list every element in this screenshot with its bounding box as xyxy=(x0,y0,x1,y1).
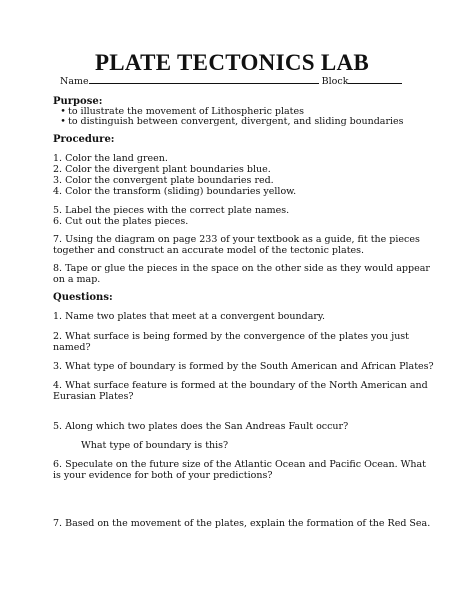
name-label: Name xyxy=(60,76,89,87)
page-title: PLATE TECTONICS LAB xyxy=(94,50,370,75)
name-blank-line[interactable] xyxy=(89,74,319,84)
procedure-heading: Procedure: xyxy=(53,134,115,145)
purpose-item: • to illustrate the movement of Lithospheric plates xyxy=(60,106,305,117)
procedure-line: 2. Color the divergent plant boundaries blue. xyxy=(53,164,271,175)
question-line: named? xyxy=(53,342,91,353)
procedure-line: together and construct an accurate model of the tectonic plates. xyxy=(53,245,365,256)
question-line: is your evidence for both of your predictions? xyxy=(53,470,273,481)
question-line: 2. What surface is being formed by the convergence of the plates you just xyxy=(53,331,409,342)
question-line: 6. Speculate on the future size of the Atlantic Ocean and Pacific Ocean. What xyxy=(53,459,427,470)
procedure-line: 3. Color the convergent plate boundaries red. xyxy=(53,175,274,186)
questions-heading: Questions: xyxy=(53,292,113,303)
purpose-heading: Purpose: xyxy=(53,96,103,107)
question-line: 1. Name two plates that meet at a convergent boundary. xyxy=(53,311,326,322)
question-line: 7. Based on the movement of the plates, explain the formation of the Red Sea. xyxy=(53,518,431,529)
procedure-line: 6. Cut out the plates pieces. xyxy=(53,216,189,227)
question-line: 4. What surface feature is formed at the boundary of the North American and xyxy=(53,380,428,391)
question-line: 3. What type of boundary is formed by the South American and African Plates? xyxy=(53,361,434,372)
question-line: What type of boundary is this? xyxy=(81,440,229,451)
block-blank-line[interactable] xyxy=(348,74,402,84)
procedure-line: 8. Tape or glue the pieces in the space on the other side as they would appear xyxy=(53,263,430,274)
procedure-line: 4. Color the transform (sliding) boundaries yellow. xyxy=(53,186,297,197)
procedure-line: 7. Using the diagram on page 233 of your textbook as a guide, fit the pieces xyxy=(53,234,420,245)
question-line: 5. Along which two plates does the San Andreas Fault occur? xyxy=(53,421,349,432)
procedure-line: on a map. xyxy=(53,274,101,285)
procedure-line: 1. Color the land green. xyxy=(53,153,168,164)
purpose-item: • to distinguish between convergent, divergent, and sliding boundaries xyxy=(60,116,404,127)
block-label: Block xyxy=(321,76,349,87)
procedure-line: 5. Label the pieces with the correct plate names. xyxy=(53,205,290,216)
question-line: Eurasian Plates? xyxy=(53,391,134,402)
name-block-row xyxy=(60,74,402,88)
